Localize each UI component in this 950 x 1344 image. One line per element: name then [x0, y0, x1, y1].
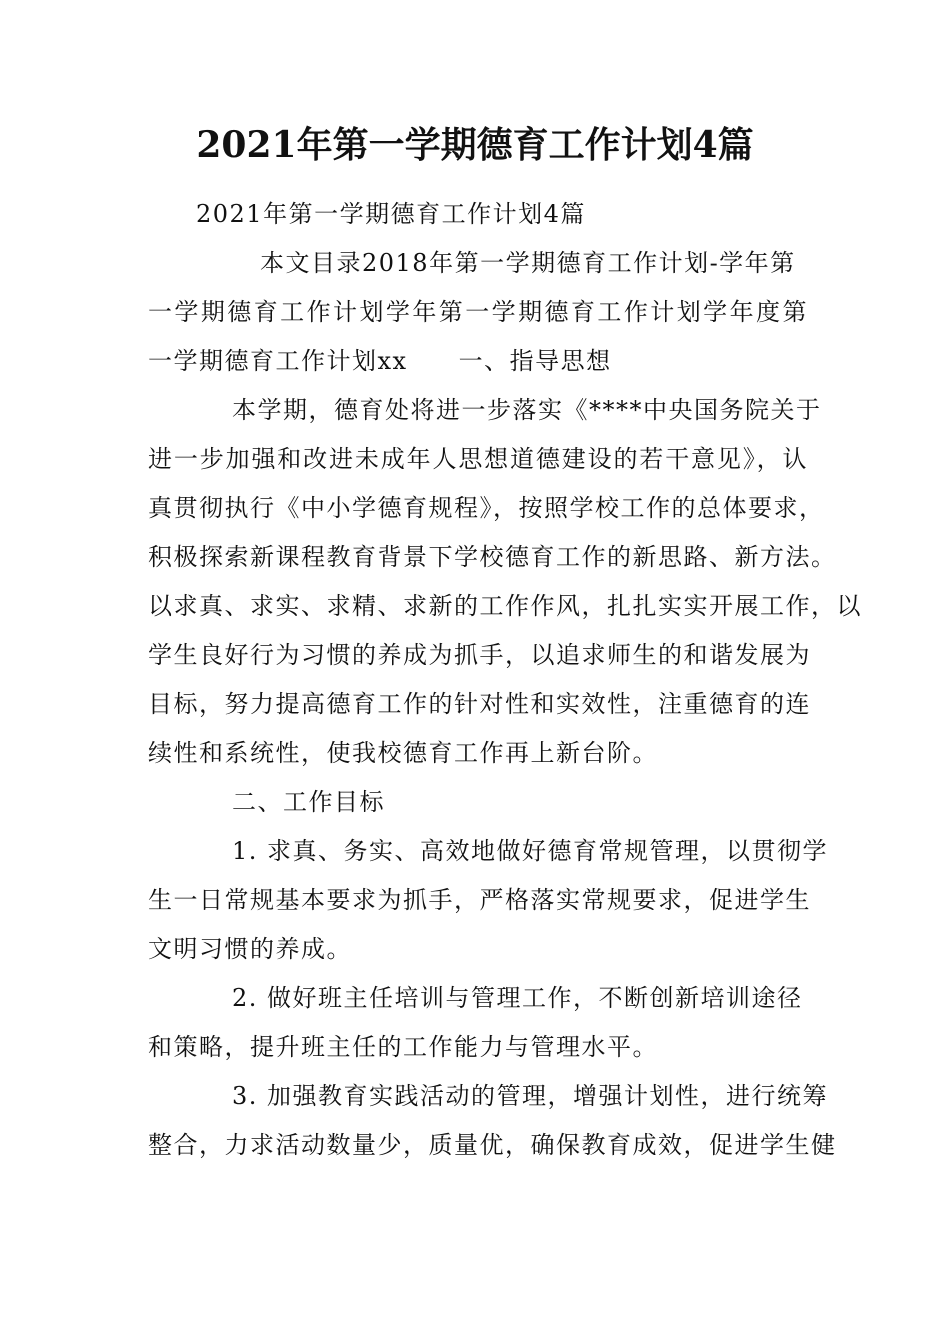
- paragraph-line: 整合，力求活动数量少，质量优，确保教育成效，促进学生健: [148, 1131, 837, 1159]
- paragraph-line: 和策略，提升班主任的工作能力与管理水平。: [148, 1033, 658, 1061]
- paragraph-line: 生一日常规基本要求为抓手，严格落实常规要求，促进学生: [148, 886, 811, 914]
- paragraph-line: 1. 求真、务实、高效地做好德育常规管理，以贯彻学: [232, 837, 829, 865]
- paragraph-line: 本学期，德育处将进一步落实《****中央国务院关于: [232, 396, 822, 424]
- paragraph-line: 学生良好行为习惯的养成为抓手，以追求师生的和谐发展为: [148, 641, 811, 669]
- paragraph-line: 一学期德育工作计划xx 一、指导思想: [148, 347, 612, 375]
- paragraph-line: 3. 加强教育实践活动的管理，增强计划性，进行统筹: [232, 1082, 829, 1110]
- paragraph-line: 进一步加强和改进未成年人思想道德建设的若干意见》，认: [148, 445, 808, 473]
- paragraph-line: 2. 做好班主任培训与管理工作，不断创新培训途径: [232, 984, 803, 1012]
- paragraph-line: 本文目录2018年第一学期德育工作计划-学年第: [260, 249, 796, 277]
- section-heading: 二、工作目标: [232, 788, 385, 816]
- paragraph-line: 目标，努力提高德育工作的针对性和实效性，注重德育的连: [148, 690, 811, 718]
- document-body: [148, 190, 862, 1170]
- paragraph-line: 续性和系统性，使我校德育工作再上新台阶。: [148, 739, 658, 767]
- paragraph-line: 文明习惯的养成。: [148, 935, 352, 963]
- paragraph-line: 以求真、求实、求精、求新的工作作风，扎扎实实开展工作，以: [148, 592, 862, 620]
- paragraph-line: 积极探索新课程教育背景下学校德育工作的新思路、新方法。: [148, 543, 837, 571]
- paragraph-line: 真贯彻执行《中小学德育规程》，按照学校工作的总体要求，: [148, 494, 825, 522]
- paragraph-line: 一学期德育工作计划学年第一学期德育工作计划学年度第: [148, 298, 808, 326]
- document-title: 2021年第一学期德育工作计划4篇: [196, 124, 754, 166]
- subtitle-line: 2021年第一学期德育工作计划4篇: [196, 200, 586, 228]
